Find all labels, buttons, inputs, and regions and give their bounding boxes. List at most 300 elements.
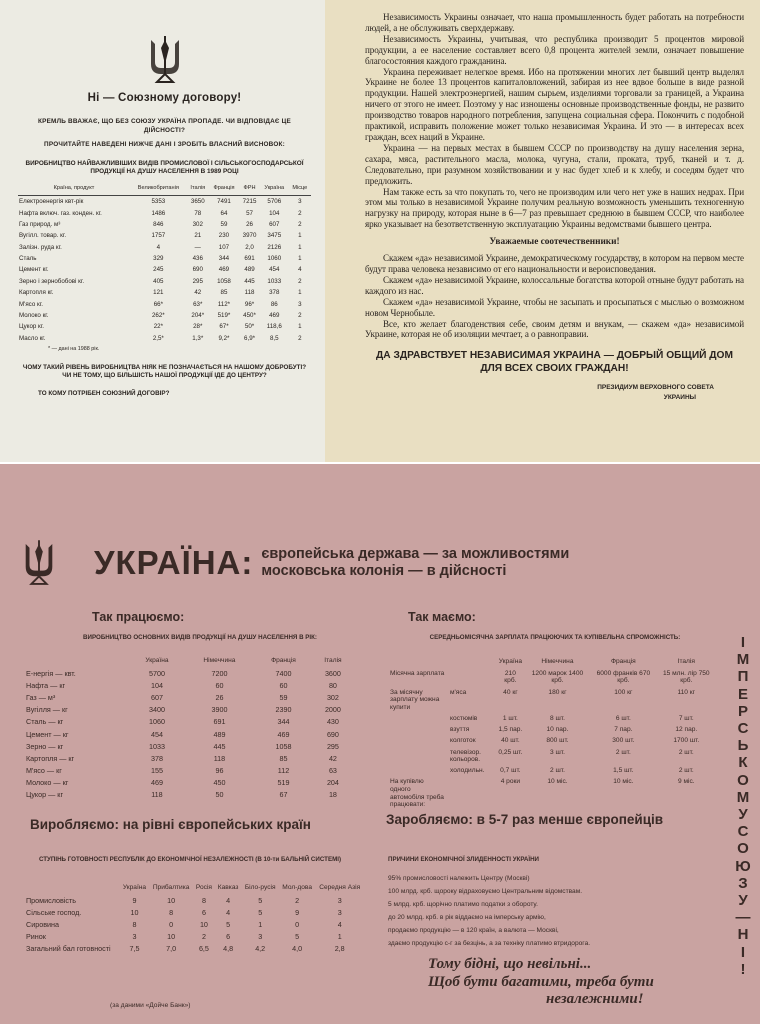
signature: [365, 383, 714, 402]
table-cell: 4: [337, 919, 342, 929]
table-row: [24, 894, 364, 906]
ukrainian-leaflet-panel: [0, 0, 325, 462]
table-row: [388, 687, 716, 713]
table-cell: 0,25 шт.: [498, 748, 523, 756]
table-cell: 691: [213, 717, 226, 727]
table-cell: 0: [295, 919, 300, 929]
table-cell: 8: [169, 907, 174, 917]
table-cell: 1033: [148, 741, 165, 751]
column-header: Україна: [122, 884, 147, 891]
column-header: Україна: [145, 657, 169, 664]
table-cell: 40 шт.: [501, 737, 520, 745]
table-cell: 204: [326, 778, 339, 788]
table-cell: 4: [226, 907, 231, 917]
column-header: Біло-русія: [244, 884, 276, 891]
production-table: [24, 657, 354, 801]
table-cell: 59: [279, 692, 288, 702]
table-row: [18, 276, 311, 287]
table-cell: 300 шт.: [612, 737, 635, 745]
vertical-slogan-letter: С: [737, 720, 749, 738]
table-row: [24, 943, 364, 955]
table-cell: 1700 шт.: [673, 737, 700, 745]
table-cell: 8: [132, 919, 137, 929]
table-cell: 50: [215, 790, 224, 800]
table-cell: 1058: [275, 741, 292, 751]
table-cell: 445: [244, 277, 255, 285]
leaflet-paragraph: Независимость Украины означает, что наша промышленность будет работать на потребности людей, а не обслуживать сверхдержаву.: [365, 12, 744, 33]
table-cell: 5: [258, 907, 263, 917]
poster-header: [20, 538, 569, 588]
table-cell: 96*: [244, 300, 255, 308]
table-row: [18, 298, 311, 309]
work-heading: Так працюємо:: [92, 610, 185, 624]
table-cell: 104: [150, 680, 163, 690]
table-cell: 64: [220, 209, 228, 217]
have-heading: Так маємо:: [408, 610, 476, 624]
table-row: [18, 207, 311, 218]
table-footnote: * — дані на 1988 рік.: [48, 345, 100, 352]
table-cell: 110 кг: [677, 688, 696, 696]
table-cell: Нафта включ. газ. конден. кг.: [19, 209, 102, 217]
table-cell: 5: [258, 895, 263, 905]
table-row: [24, 740, 354, 752]
table-cell: 3 шт.: [550, 748, 565, 756]
table-cell: 6,5: [198, 944, 209, 954]
table-cell: Цемент кг.: [19, 266, 49, 274]
table-cell: 5706: [267, 198, 282, 206]
table-cell: 3475: [267, 232, 282, 240]
table-cell: 519: [277, 778, 290, 788]
table-row: [18, 321, 311, 332]
table-cell: Масло кг.: [19, 334, 46, 342]
table-cell: 2: [295, 895, 300, 905]
trident-icon: [20, 538, 58, 588]
table-cell: 4,0: [292, 944, 303, 954]
vertical-slogan-letter: Ю: [735, 857, 751, 875]
table-cell: 6,9*: [244, 334, 256, 342]
table-cell: 10 пар.: [546, 726, 569, 734]
table-cell: 104: [269, 209, 280, 217]
table-cell: Газ природ. м³: [19, 220, 61, 228]
table-cell: 2: [298, 311, 302, 319]
table-cell: 112*: [217, 300, 231, 308]
table-cell: [388, 724, 448, 735]
table-cell: Сталь — кг: [26, 717, 64, 727]
table-cell: 469: [277, 729, 290, 739]
vertical-slogan-letter: У: [738, 806, 748, 824]
subtitle-line: європейська держава — за можливостями: [261, 546, 570, 562]
table-cell: 26: [215, 692, 224, 702]
table-cell: 430: [326, 717, 339, 727]
table-cell: 1 шт.: [502, 714, 518, 722]
closing-line: Щоб бути багатими, треба бути: [428, 973, 654, 990]
table-cell: 4,2: [255, 944, 266, 954]
vertical-slogan-letter: П: [737, 668, 749, 686]
table-cell: Зерно і зернобобові кг.: [19, 277, 85, 285]
table-cell: 9: [132, 895, 137, 905]
table-cell: 85: [279, 753, 288, 763]
table-cell: Вугілл. товар. кг.: [19, 232, 67, 240]
table-cell: 7491: [217, 198, 231, 206]
table-cell: 1,5 шт.: [613, 767, 634, 775]
column-header: [24, 884, 120, 894]
appeal-line: Уважаемые соотечественники!: [489, 237, 620, 248]
table-cell: На купівлю одного автомобіля треба працювати:: [390, 778, 444, 809]
table-cell: 295: [192, 277, 203, 285]
table-cell: 22*: [153, 323, 163, 331]
table-cell: 5: [295, 932, 300, 942]
table-cell: —: [194, 243, 201, 251]
table-cell: 4,8: [223, 944, 234, 954]
table-cell: 2 шт.: [550, 767, 565, 775]
table-cell: 6000 франків 670 крб.: [596, 669, 651, 685]
table-cell: 118: [244, 289, 255, 297]
table-cell: 1060: [148, 717, 165, 727]
table-cell: 3900: [211, 705, 228, 715]
table-cell: 15 млн. лір 750 крб.: [662, 669, 710, 685]
table-cell: 3: [298, 198, 302, 206]
table-cell: Цукор кг.: [19, 323, 44, 331]
poster-panel: [0, 464, 760, 1024]
table-cell: 2000: [324, 705, 341, 715]
table-cell: 112: [277, 766, 290, 776]
table-cell: [388, 713, 448, 724]
table-row: [24, 931, 364, 943]
column-header: Італія: [324, 657, 342, 664]
closing-line: незалежними!: [546, 991, 644, 1007]
vertical-slogan-letter: Р: [737, 702, 748, 720]
table-cell: 2: [298, 220, 302, 228]
table-cell: 1200 марок 1400 крб.: [531, 669, 584, 685]
table-cell: Цукор — кг: [26, 790, 64, 800]
column-header: Кавказ: [217, 884, 239, 891]
table-cell: 1: [298, 289, 302, 297]
table-cell: 3: [337, 907, 342, 917]
table-cell: 96: [215, 766, 224, 776]
table-cell: 1058: [217, 277, 231, 285]
table-cell: 40 кг: [503, 688, 518, 696]
table-cell: м'яса: [450, 688, 467, 696]
table-cell: 0: [169, 919, 174, 929]
table-cell: 1486: [151, 209, 166, 217]
cause-line: здаємо продукцію с-г за безцінь, а за техніку платимо втридорога.: [388, 940, 591, 947]
table-cell: Газ — м³: [26, 692, 56, 702]
table-cell: 7 пар.: [614, 726, 633, 734]
poster-subtitle: [261, 546, 569, 580]
table-cell: 8 шт.: [550, 714, 565, 722]
wage-table: [388, 658, 716, 811]
table-cell: [388, 747, 448, 766]
table-cell: 118: [213, 753, 226, 763]
table-cell: 63: [328, 766, 337, 776]
table-cell: 4: [156, 243, 161, 251]
closing-line: Тому бідні, що невільні...: [428, 956, 592, 972]
cause-line: продаємо продукцію — в 120 країн, а валюта — Москві,: [388, 927, 559, 934]
table-row: [24, 667, 354, 679]
table-cell: 3: [132, 932, 137, 942]
table-cell: 67*: [219, 323, 229, 331]
table-row: [18, 310, 311, 321]
table-cell: 155: [150, 766, 163, 776]
table-cell: 2,5*: [152, 334, 164, 342]
vertical-slogan: [732, 634, 754, 978]
table-cell: 2390: [275, 705, 292, 715]
table-cell: Сталь: [19, 255, 37, 263]
vertical-slogan-letter: !: [740, 960, 746, 978]
readiness-table: [24, 884, 364, 955]
table-cell: 21: [194, 232, 202, 240]
table-row: [24, 789, 354, 801]
table-cell: 607: [269, 220, 280, 228]
leaflet-paragraph: Скажем «да» независимой Украине, колоссальные богатства которой отныне будут работать на каждого из нас.: [365, 274, 744, 296]
table-cell: 9 міс.: [677, 778, 695, 786]
table-cell: 60: [215, 680, 224, 690]
table-cell: Зерно — кг: [26, 741, 64, 751]
table-cell: 2 шт.: [615, 748, 631, 756]
column-header: Країна, продукт: [18, 184, 130, 196]
table-cell: телевізор. кольоров.: [450, 748, 481, 764]
column-header: [388, 658, 448, 668]
table-cell: 405: [153, 277, 164, 285]
table-cell: 78: [194, 209, 202, 217]
table-cell: 204*: [191, 311, 205, 319]
table-cell: 57: [246, 209, 253, 217]
leaflet-paragraph: Нам также есть за что покупать то, чего не производим или чего нет уже в наших недрах. При этом мы только в независимой Украине получим реальную возможность уменьшить техногенную нагрузку на природу, которая ныне в 6—7 раз превышает среднюю в бывшем СССР, что наиболее ярко указывает на безответственную эксплуатацию Украины ведомствами бывшего центра.: [365, 186, 744, 230]
column-header: [24, 657, 130, 667]
table-cell: 10: [199, 919, 208, 929]
table-cell: 28*: [193, 323, 203, 331]
column-header: Німеччина: [541, 658, 574, 665]
readiness-caption: СТУПІНЬ ГОТОВНОСТІ РЕСПУБЛІК ДО ЕКОНОМІЧНОЇ НЕЗАЛЕЖНОСТІ (В 10-ти БАЛЬНІЙ СИСТЕМІ): [38, 856, 342, 863]
table-cell: холодильн.: [450, 767, 485, 775]
column-header: Італія: [187, 184, 209, 196]
table-cell: [388, 766, 448, 777]
table-cell: 5700: [148, 668, 165, 678]
table-cell: 469: [218, 266, 230, 274]
table-cell: 454: [269, 266, 280, 274]
table-cell: 6: [201, 907, 206, 917]
table-row: [18, 333, 311, 344]
table-row: [24, 704, 354, 716]
table-row: [18, 264, 311, 275]
vertical-slogan-letter: —: [735, 909, 751, 927]
column-header: Прибалтика: [152, 884, 190, 891]
table-row: [24, 716, 354, 728]
table-cell: Вугілля — кг: [26, 705, 68, 715]
table-cell: 10: [130, 907, 139, 917]
column-header: Середня Азія: [319, 884, 361, 891]
table-cell: Сільське господ.: [26, 907, 82, 917]
table-cell: 60: [279, 680, 288, 690]
closing-slogan: [428, 956, 718, 1009]
cause-line: 95% промисловості належить Центру (Москві): [388, 875, 530, 882]
column-header: Великобританія: [130, 184, 187, 196]
table-cell: 5: [226, 919, 231, 929]
table-cell: 8: [201, 895, 206, 905]
table-cell: 1757: [151, 232, 166, 240]
table-cell: 85: [220, 289, 228, 297]
table-cell: 50*: [244, 323, 255, 331]
table-cell: 230: [218, 232, 230, 240]
table-cell: 3: [258, 932, 263, 942]
table-cell: 180 кг: [548, 688, 567, 696]
table-row: [18, 253, 311, 264]
table-cell: 8,5: [269, 334, 279, 342]
table-cell: 5353: [151, 198, 166, 206]
table-cell: 4: [226, 895, 231, 905]
column-header: Україна: [498, 658, 523, 665]
table-cell: 6: [226, 932, 231, 942]
table-cell: 100 кг: [614, 688, 633, 696]
column-header: Росія: [195, 884, 212, 891]
table-cell: 1: [298, 323, 302, 331]
table-row: [18, 196, 311, 208]
production-table: [18, 184, 311, 344]
column-header: Італія: [677, 658, 695, 665]
table-cell: 489: [244, 266, 255, 274]
table-cell: 519*: [217, 311, 231, 319]
subtitle-line: московська колонія — в дійсності: [261, 563, 507, 579]
table-cell: 7 шт.: [678, 714, 694, 722]
table-cell: М'ясо кг.: [19, 300, 43, 308]
table-cell: 445: [213, 741, 226, 751]
vertical-slogan-letter: І: [740, 943, 746, 961]
signature-line: ПРЕЗИДИУМ ВЕРХОВНОГО СОВЕТА: [597, 384, 714, 392]
column-header: Франція: [209, 184, 239, 196]
table-cell: 378: [269, 289, 280, 297]
production-caption: ВИРОБНИЦТВО ОСНОВНИХ ВИДІВ ПРОДУКЦІЇ НА ДУШУ НАСЕЛЕННЯ В РІК:: [83, 634, 317, 641]
table-row: [388, 747, 716, 766]
table-cell: [448, 668, 496, 687]
leaflet-title: Ні — Союзному договору!: [87, 92, 242, 104]
table-cell: 118,6: [266, 323, 282, 331]
table-cell: 3400: [148, 705, 165, 715]
table-row: [24, 765, 354, 777]
table-cell: 846: [153, 220, 164, 228]
vertical-slogan-letter: Н: [737, 926, 749, 944]
table-cell: 18: [328, 790, 337, 800]
leaflet-slogan: ДА ЗДРАВСТВУЕТ НЕЗАВИСИМАЯ УКРАИНА — ДОБРЫЙ ОБЩИЙ ДОМ ДЛЯ ВСЕХ СВОИХ ГРАЖДАН!: [376, 350, 733, 374]
wage-caption: СЕРЕДНЬОМІСЯЧНА ЗАРПЛАТА ПРАЦЮЮЧИХ ТА КУПІВЕЛЬНА СПРОМОЖНІСТЬ:: [429, 634, 681, 641]
table-cell: Цемент — кг: [26, 729, 69, 739]
production-slogan: Виробляємо: на рівні європейських країн: [30, 817, 311, 832]
table-cell: 690: [326, 729, 339, 739]
table-cell: 295: [326, 741, 339, 751]
table-cell: 690: [192, 266, 203, 274]
table-cell: 2 шт.: [678, 748, 694, 756]
table-row: [388, 777, 716, 811]
readiness-source: (за даними «Дойче Банк»): [110, 1002, 191, 1009]
table-cell: Молоко — кг: [26, 778, 69, 788]
table-row: [24, 918, 364, 930]
table-row: [24, 906, 364, 918]
table-cell: колготок: [450, 737, 476, 745]
table-cell: 107: [218, 243, 230, 251]
table-cell: 7,5: [129, 944, 140, 954]
table-cell: 210 крб.: [504, 669, 517, 685]
table-cell: 436: [192, 255, 203, 263]
table-row: [18, 219, 311, 230]
table-cell: 1: [298, 243, 302, 251]
table-cell: 80: [328, 680, 337, 690]
table-cell: 10 міс.: [547, 778, 568, 786]
table-cell: 691: [244, 255, 255, 263]
table-cell: 378: [150, 753, 163, 763]
table-cell: 1: [298, 255, 302, 263]
table-row: [388, 668, 716, 687]
cause-list: [388, 872, 718, 950]
leaflet-final-question: ТО КОМУ ПОТРІБЕН СОЮЗНИЙ ДОГОВІР?: [38, 390, 170, 398]
table-cell: 7,0: [166, 944, 177, 954]
cause-caption: ПРИЧИНИ ЕКОНОМІЧНОЇ ЗЛИДЕННОСТІ УКРАЇНИ: [388, 856, 540, 863]
table-cell: Електроенергія квт-рік: [19, 198, 84, 206]
table-cell: 7400: [275, 668, 292, 678]
vertical-slogan-letter: І: [740, 634, 746, 651]
column-header: Місце: [289, 184, 311, 196]
table-cell: 2,0: [245, 243, 254, 251]
table-cell: Ринок: [26, 932, 46, 942]
table-cell: 0,7 шт.: [500, 767, 521, 775]
table-cell: 489: [213, 729, 226, 739]
vertical-slogan-letter: О: [737, 840, 749, 858]
table-cell: Місячна зарплата: [390, 669, 445, 677]
table-row: [24, 752, 354, 764]
cause-line: 5 млрд. крб. щорічно платимо податки з обороту.: [388, 901, 538, 908]
table-row: [24, 679, 354, 691]
poster-title: УКРАЇНА:: [94, 544, 254, 581]
vertical-slogan-letter: О: [737, 771, 749, 789]
table-cell: 7215: [242, 198, 257, 206]
vertical-slogan-letter: К: [738, 754, 748, 772]
table-row: [18, 242, 311, 253]
table-cell: Сировина: [26, 919, 60, 929]
table-cell: [388, 736, 448, 747]
table-cell: Молоко кг.: [19, 311, 49, 319]
table-cell: 63*: [193, 300, 203, 308]
leaflet-paragraph: Независимость Украины, учитывая, что республика производит 5 процентов мировой продукции, а ее население составляет всего 0,8 процента жителей земли, означает повышение благосостояния каждого гражданина.: [365, 33, 744, 66]
table-cell: Промисловість: [26, 895, 77, 905]
table-cell: 7200: [211, 668, 228, 678]
table-cell: 42: [328, 753, 337, 763]
table-cell: 469: [150, 778, 163, 788]
table-cell: Картопля — кг: [26, 753, 75, 763]
table-cell: 10: [167, 932, 176, 942]
table-cell: 2: [298, 209, 302, 217]
russian-leaflet-panel: [325, 0, 760, 462]
table-cell: 4: [298, 266, 302, 274]
table-cell: 59: [220, 220, 228, 228]
table-cell: 454: [150, 729, 163, 739]
table-cell: Картопля кг.: [19, 289, 54, 297]
leaflet-paragraph: Скажем «да» независимой Украине, чтобы не засыпать и просыпаться с мыслью о возможном новом Чернобыле.: [365, 296, 744, 318]
table-cell: М'ясо — кг: [26, 766, 62, 776]
table-cell: 344: [277, 717, 290, 727]
table-row: [18, 287, 311, 298]
table-cell: 3650: [190, 198, 205, 206]
cause-line: 100 млрд. крб. щороку відраховуємо Центральним відомствам.: [388, 888, 583, 895]
table-cell: 1,5 пар.: [498, 726, 523, 734]
vertical-slogan-letter: Е: [737, 685, 748, 703]
leaflet-paragraph: Скажем «да» независимой Украине, демократическому государству, в котором на первом месте будут права человека независимо от его национальности и вероисповедания.: [365, 253, 744, 275]
table-cell: 2 шт.: [678, 767, 694, 775]
table-cell: 800 шт.: [546, 737, 569, 745]
table-row: [24, 728, 354, 740]
table-cell: 2126: [267, 243, 282, 251]
table-cell: 1033: [267, 277, 282, 285]
table-cell: 86: [270, 300, 278, 308]
table-cell: 9,2*: [218, 334, 230, 342]
table-cell: 302: [326, 692, 339, 702]
